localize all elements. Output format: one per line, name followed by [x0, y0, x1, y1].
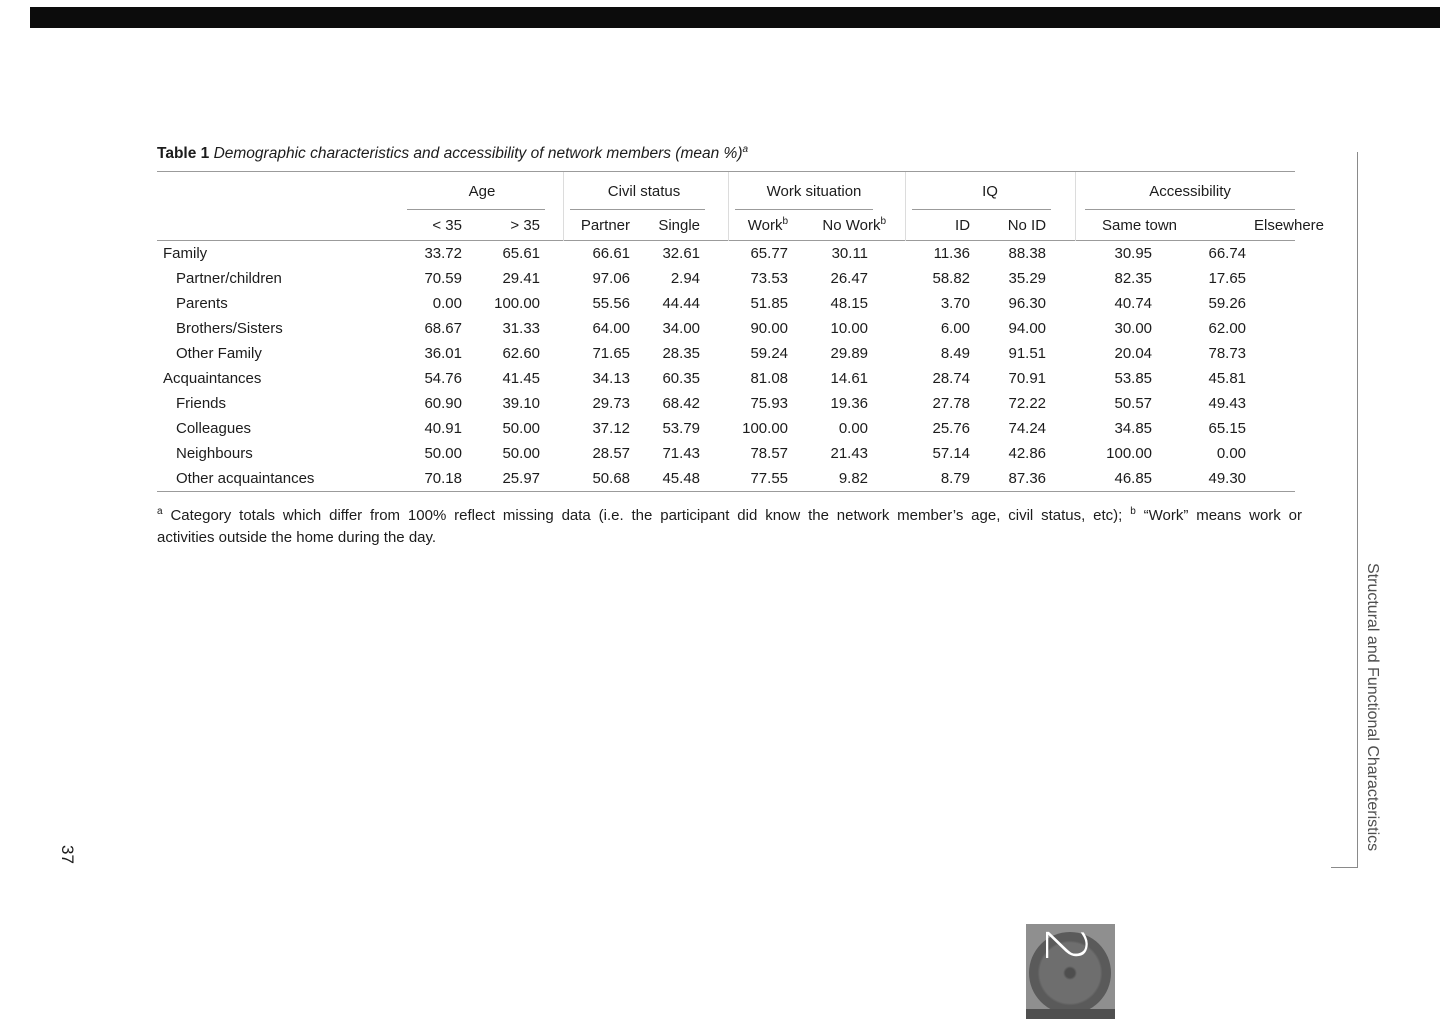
cell-value: 71.65	[592, 345, 631, 362]
cell-value: 30.00	[1114, 320, 1153, 337]
table-wrapper	[157, 171, 1325, 492]
cell-value: 48.15	[830, 295, 869, 312]
cell-value: 8.79	[940, 470, 971, 487]
cell-value: 65.15	[1208, 420, 1247, 437]
cell-value: 88.38	[1008, 245, 1047, 262]
cell-value: 82.35	[1114, 270, 1153, 287]
cell-value: 0.00	[838, 420, 869, 437]
group-age: Age	[407, 172, 545, 211]
col-single: Single	[635, 210, 705, 241]
cell-value: 20.04	[1114, 345, 1153, 362]
cell-value: 50.57	[1114, 395, 1153, 412]
cell-value: 71.43	[662, 445, 701, 462]
cell-value: 50.00	[502, 420, 541, 437]
cell-value: 46.85	[1114, 470, 1153, 487]
chapter-running-title: Structural and Functional Characteristics	[1364, 563, 1381, 852]
cell-value: 45.81	[1208, 370, 1247, 387]
page-number: 37	[58, 845, 77, 864]
table-row	[157, 316, 1295, 341]
col-under-35: < 35	[407, 210, 467, 241]
cell-value: 49.30	[1208, 470, 1247, 487]
table-row	[157, 391, 1295, 416]
cell-value: 29.41	[502, 270, 541, 287]
cell-value: 28.74	[932, 370, 971, 387]
cell-value: 59.24	[750, 345, 789, 362]
cell-value: 37.12	[592, 420, 631, 437]
cell-value: 21.43	[830, 445, 869, 462]
cell-value: 30.95	[1114, 245, 1153, 262]
group-underline	[1085, 209, 1295, 210]
cell-value: 65.77	[750, 245, 789, 262]
cell-value: 17.65	[1208, 270, 1247, 287]
col-same-town: Same town	[1051, 210, 1157, 241]
cell-value: 50.00	[502, 445, 541, 462]
table-footnote	[157, 505, 1302, 548]
cell-value: 65.61	[502, 245, 541, 262]
cell-value: 40.91	[424, 420, 462, 437]
cell-value: 78.73	[1208, 345, 1247, 362]
empty-corner-cell	[157, 210, 407, 241]
row-label: Acquaintances	[163, 370, 262, 387]
group-accessibility: Accessibility	[1051, 172, 1295, 211]
cell-value: 66.61	[592, 245, 631, 262]
row-label: Family	[163, 245, 208, 262]
row-label: Partner/children	[176, 270, 282, 287]
cell-value: 0.00	[432, 295, 462, 312]
row-label: Parents	[176, 295, 228, 312]
cell-value: 34.13	[592, 370, 631, 387]
demographics-table	[157, 171, 1325, 492]
cell-value: 29.89	[830, 345, 869, 362]
footnote-marker-b: b	[1130, 506, 1136, 517]
cell-value: 14.61	[830, 370, 869, 387]
cell-value: 70.91	[1008, 370, 1047, 387]
cell-value: 55.56	[592, 295, 631, 312]
cell-value: 57.14	[932, 445, 971, 462]
cell-value: 62.60	[502, 345, 541, 362]
row-label: Colleagues	[176, 420, 252, 437]
cell-value: 41.45	[502, 370, 541, 387]
cell-value: 31.33	[502, 320, 541, 337]
cell-value: 73.53	[750, 270, 789, 287]
chapter-thumbnail	[1026, 924, 1115, 1019]
cell-value: 74.24	[1008, 420, 1047, 437]
col-id: ID	[873, 210, 975, 241]
table-row	[157, 466, 1295, 492]
table-title-label: Table 1	[157, 145, 210, 162]
table-row	[157, 416, 1295, 441]
row-label: Neighbours	[176, 445, 253, 462]
cell-value: 27.78	[932, 395, 971, 412]
cell-value: 0.00	[1216, 445, 1247, 462]
cell-value: 28.57	[592, 445, 631, 462]
cell-value: 11.36	[933, 245, 971, 262]
group-underline	[735, 209, 873, 210]
cell-value: 64.00	[592, 320, 631, 337]
cell-value: 72.22	[1008, 395, 1047, 412]
chapter-number: 2	[1032, 928, 1097, 964]
col-no-id: No ID	[975, 210, 1051, 241]
row-label: Other acquaintances	[176, 470, 315, 487]
col-partner: Partner	[545, 210, 635, 241]
cell-value: 32.61	[662, 245, 701, 262]
cell-value: 97.06	[592, 270, 631, 287]
cell-value: 42.86	[1008, 445, 1047, 462]
row-label: Friends	[176, 395, 227, 412]
table-body	[157, 241, 1295, 492]
cell-value: 50.00	[424, 445, 462, 462]
sidebar-rule-tick	[1331, 867, 1358, 868]
cell-value: 10.00	[830, 320, 869, 337]
footnote-marker-a: a	[742, 143, 749, 155]
col-over-35: > 35	[467, 210, 545, 241]
group-underline	[570, 209, 705, 210]
cell-value: 68.67	[424, 320, 462, 337]
cell-value: 34.85	[1114, 420, 1153, 437]
cell-value: 75.93	[750, 395, 789, 412]
col-work: Work$^b$	[705, 210, 793, 241]
cell-value: 53.79	[662, 420, 701, 437]
cell-value: 96.30	[1008, 295, 1047, 312]
row-label: Other Family	[176, 345, 262, 362]
table-row	[157, 241, 1295, 267]
cell-value: 91.51	[1008, 345, 1047, 362]
thumbnail-bottom-band	[1026, 1009, 1115, 1019]
cell-value: 6.00	[940, 320, 971, 337]
cell-value: 60.90	[424, 395, 462, 412]
cell-value: 100.00	[742, 420, 789, 437]
table-block	[157, 143, 1325, 548]
cell-value: 51.85	[750, 295, 789, 312]
footnote-line-1: $^a$ Category totals which differ from 100% reflect missing data (i.e. the participant did know the network member’s age, civil status, etc); $^b$ “Work” means work or	[157, 506, 1302, 524]
cell-value: 100.00	[1106, 445, 1153, 462]
cell-value: 49.43	[1208, 395, 1247, 412]
cell-value: 77.55	[750, 470, 789, 487]
cell-value: 94.00	[1008, 320, 1047, 337]
group-header-row	[157, 172, 1295, 211]
group-underline	[912, 209, 1051, 210]
table-title-text: Demographic characteristics and accessibility of network members (mean %)$^a$	[213, 143, 749, 162]
table-row	[157, 266, 1295, 291]
cell-value: 44.44	[662, 295, 701, 312]
col-no-work: No Work$^b$	[793, 210, 873, 241]
cell-value: 45.48	[662, 470, 701, 487]
table-row	[157, 341, 1295, 366]
cell-value: 25.97	[502, 470, 541, 487]
cell-value: 30.11	[831, 245, 869, 262]
cell-value: 19.36	[830, 395, 869, 412]
row-label: Brothers/Sisters	[176, 320, 283, 337]
cell-value: 53.85	[1114, 370, 1153, 387]
cell-value: 62.00	[1208, 320, 1247, 337]
cell-value: 36.01	[424, 345, 462, 362]
cell-value: 26.47	[830, 270, 869, 287]
cell-value: 33.72	[424, 245, 462, 262]
cell-value: 78.57	[750, 445, 789, 462]
footnote-marker-a: a	[157, 506, 163, 517]
cell-value: 70.59	[424, 270, 462, 287]
cell-value: 100.00	[494, 295, 541, 312]
empty-corner-cell	[157, 172, 407, 211]
cell-value: 81.08	[750, 370, 789, 387]
scan-artifact-bar	[30, 7, 1440, 28]
cell-value: 3.70	[940, 295, 971, 312]
cell-value: 40.74	[1114, 295, 1153, 312]
cell-value: 34.00	[662, 320, 701, 337]
cell-value: 8.49	[940, 345, 971, 362]
cell-value: 60.35	[662, 370, 701, 387]
cell-value: 90.00	[750, 320, 789, 337]
cell-value: 66.74	[1208, 245, 1247, 262]
cell-value: 54.76	[424, 370, 462, 387]
table-row	[157, 366, 1295, 391]
cell-value: 9.82	[838, 470, 869, 487]
cell-value: 70.18	[424, 470, 462, 487]
cell-value: 28.35	[662, 345, 701, 362]
cell-value: 35.29	[1008, 270, 1047, 287]
column-header-row	[157, 210, 1295, 241]
cell-value: 50.68	[592, 470, 631, 487]
col-elsewhere: Elsewhere	[1157, 210, 1295, 241]
cell-value: 39.10	[502, 395, 541, 412]
cell-value: 58.82	[932, 270, 971, 287]
group-iq: IQ	[873, 172, 1051, 211]
cell-value: 25.76	[932, 420, 971, 437]
table-row	[157, 441, 1295, 466]
cell-value: 29.73	[592, 395, 631, 412]
cell-value: 87.36	[1008, 470, 1047, 487]
group-civil-status: Civil status	[545, 172, 705, 211]
table-title	[157, 143, 1302, 164]
cell-value: 59.26	[1208, 295, 1247, 312]
table-row	[157, 291, 1295, 316]
group-underline	[407, 209, 545, 210]
sidebar-rule	[1357, 152, 1358, 868]
cell-value: 68.42	[662, 395, 701, 412]
group-work-situation: Work situation	[705, 172, 873, 211]
footnote-line-2: activities outside the home during the day.	[157, 529, 437, 546]
cell-value: 2.94	[670, 270, 701, 287]
